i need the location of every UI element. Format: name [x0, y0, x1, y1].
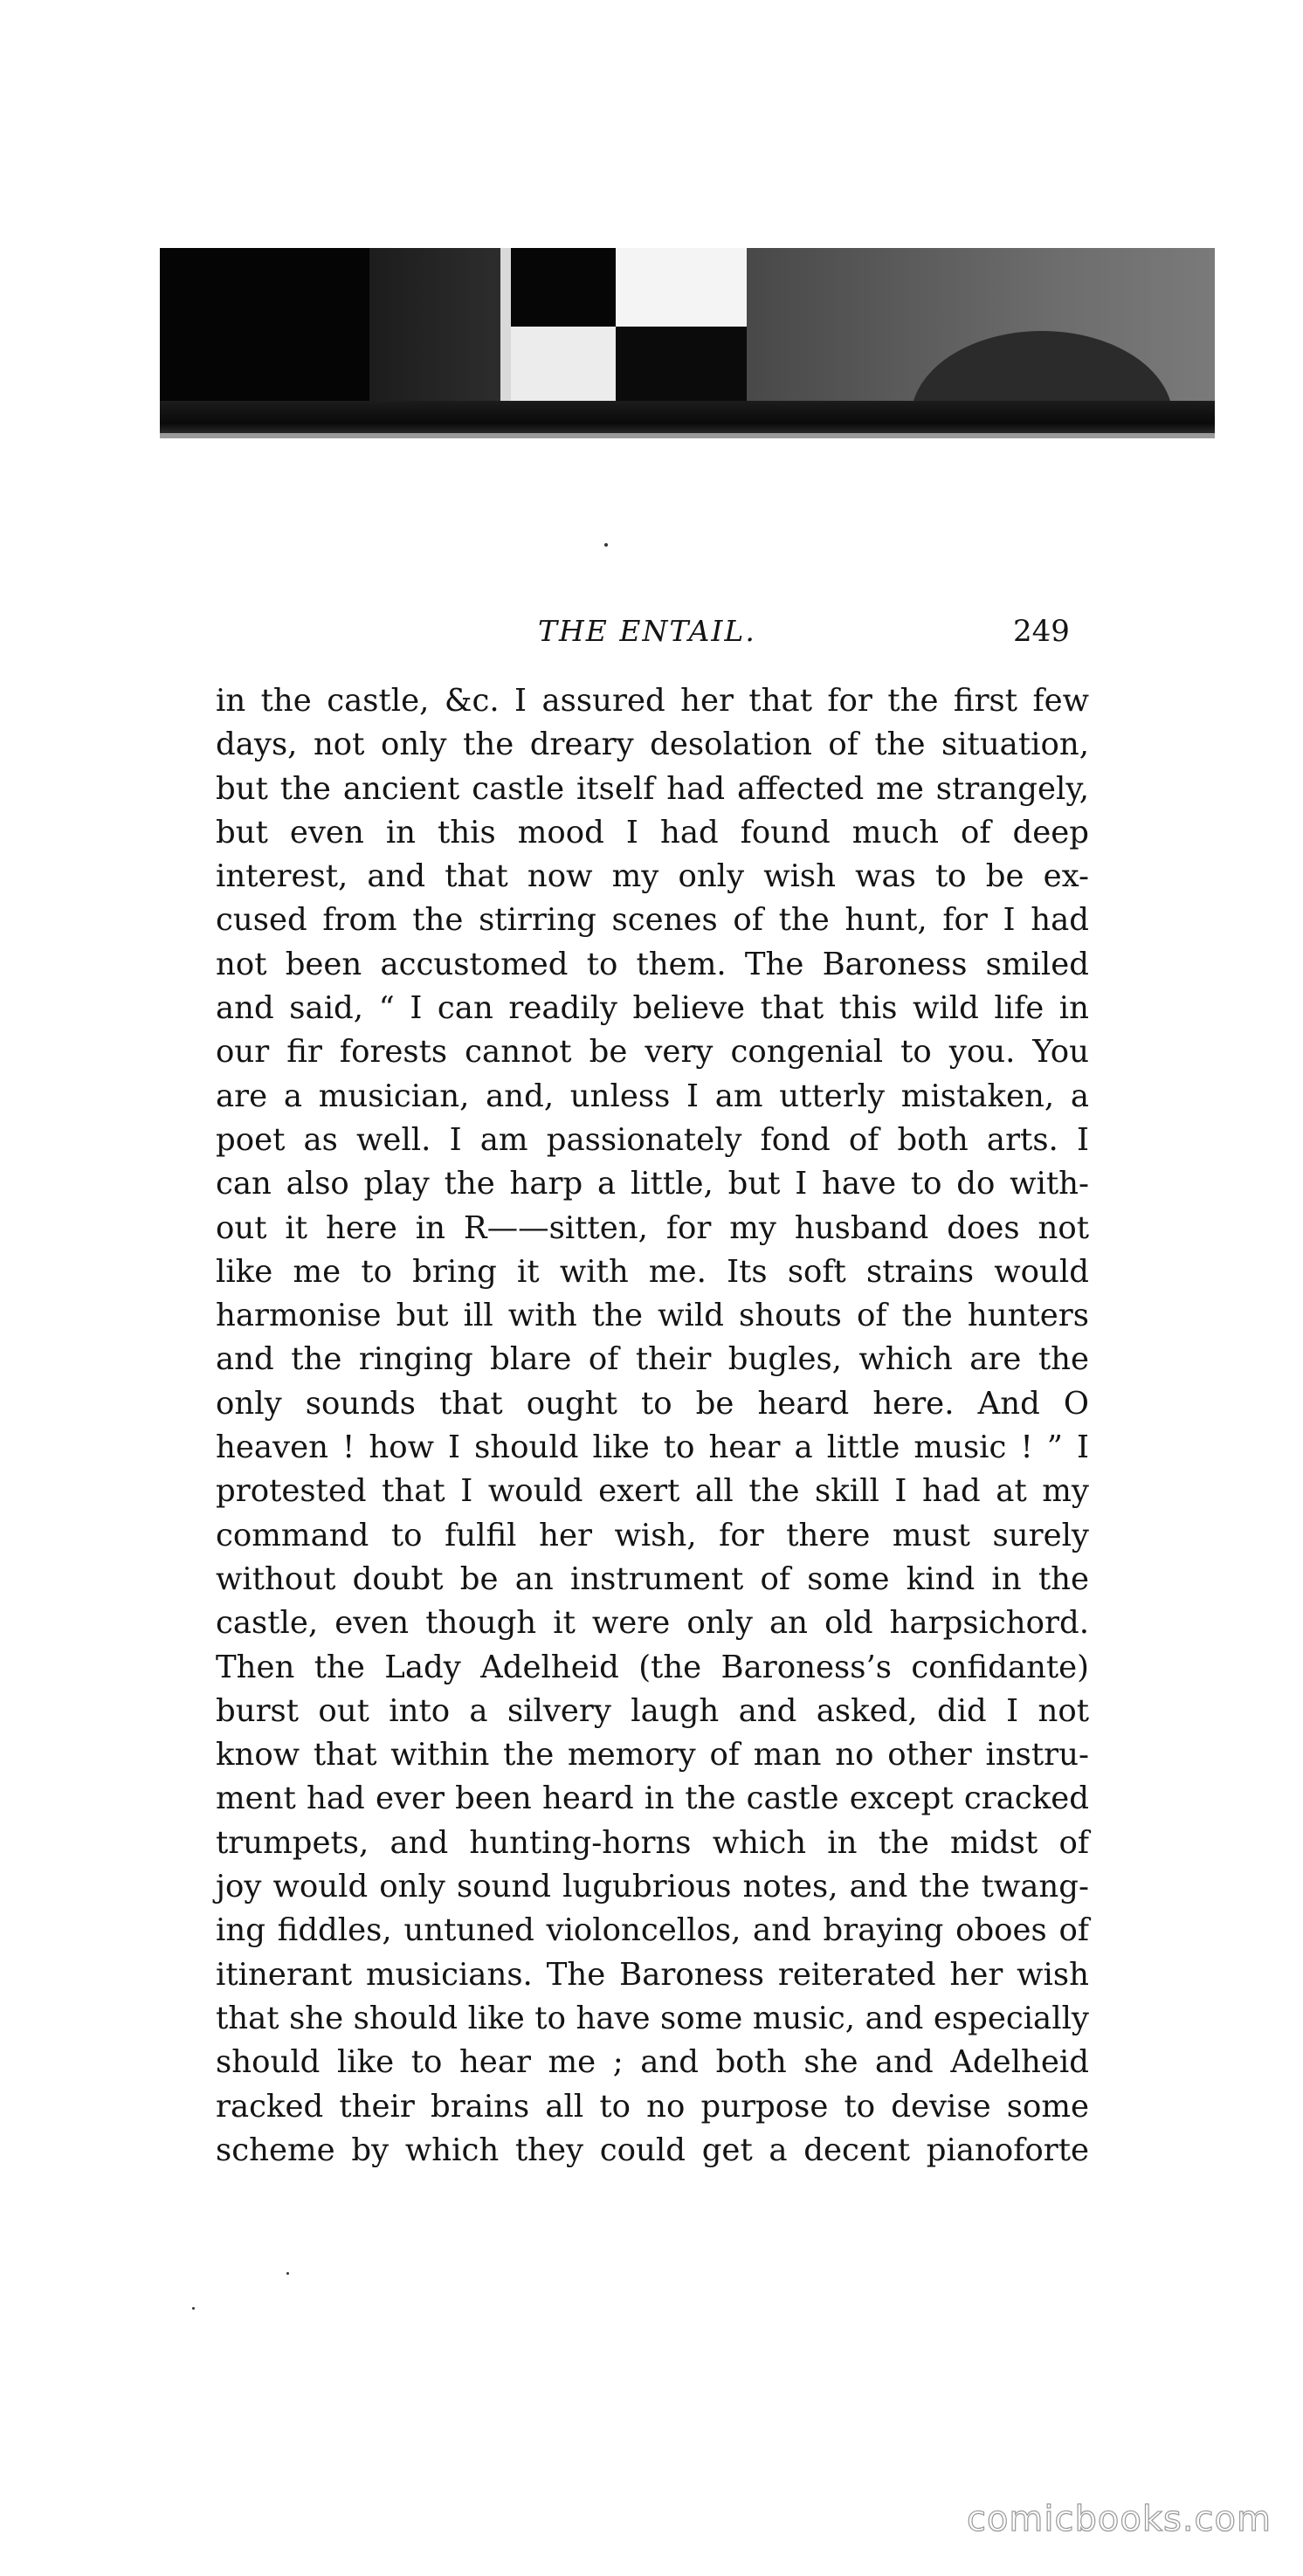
text-line: interest, and that now my only wish was to be ex-: [216, 858, 1089, 895]
text-line: our fir forests cannot be very congenial to you. You: [216, 1034, 1089, 1071]
photo-window-pane: [511, 248, 616, 327]
text-line: that she should like to have some music, and especially: [216, 2000, 1089, 2036]
text-line: command to fulfil her wish, for there must surely: [216, 1517, 1089, 1553]
text-line: out it here in R——sitten, for my husband does not: [216, 1209, 1089, 1246]
text-line: protested that I would exert all the skill I had at my: [216, 1473, 1089, 1510]
text-line: and the ringing blare of their bugles, which are the: [216, 1341, 1089, 1378]
scan-speck: [604, 543, 608, 547]
running-title: THE ENTAIL.: [538, 614, 756, 648]
text-line: poet as well. I am passionately fond of both arts. I: [216, 1121, 1089, 1158]
text-line: ing fiddles, untuned violoncellos, and braying oboes of: [216, 1912, 1089, 1949]
text-line: racked their brains all to no purpose to devise some: [216, 2088, 1089, 2125]
text-line: are a musician, and, unless I am utterly mistaken, a: [216, 1078, 1089, 1114]
text-line: should like to hear me ; and both she and Adelheid: [216, 2044, 1089, 2081]
text-line: joy would only sound lugubrious notes, and the twang-: [216, 1869, 1089, 1905]
photo-window-pane: [511, 327, 616, 401]
text-line: like me to bring it with me. Its soft strains would: [216, 1253, 1089, 1290]
text-line: cused from the stirring scenes of the hunt, for I had: [216, 902, 1089, 939]
text-line: castle, even though it were only an old harpsichord.: [216, 1605, 1089, 1642]
text-line: know that within the memory of man no other instru-: [216, 1737, 1089, 1774]
text-line: only sounds that ought to be heard here. And O: [216, 1385, 1089, 1422]
text-line: days, not only the dreary desolation of the situation,: [216, 727, 1089, 763]
text-line: not been accustomed to them. The Baroness smiled: [216, 946, 1089, 982]
text-line: without doubt be an instrument of some kind in the: [216, 1560, 1089, 1597]
page-number: 249: [1013, 614, 1070, 649]
photo-window-pane: [616, 327, 747, 401]
text-line: and said, “ I can readily believe that this wild life in: [216, 990, 1089, 1027]
text-line: itinerant musicians. The Baroness reiterated her wish: [216, 1956, 1089, 1993]
text-line: scheme by which they could get a decent pianoforte: [216, 2132, 1089, 2168]
text-line: heaven ! how I should like to hear a little music ! ” I: [216, 1429, 1089, 1466]
text-line: harmonise but ill with the wild shouts of the hunters: [216, 1298, 1089, 1334]
photo-window-pane: [616, 248, 747, 327]
text-line: in the castle, &c. I assured her that for the first few: [216, 683, 1089, 719]
running-head: [0, 611, 1303, 651]
body-text: [216, 679, 1089, 2173]
watermark-text: comicbooks.com: [966, 2499, 1272, 2539]
text-line: Then the Lady Adelheid (the Baroness’s confidante): [216, 1649, 1089, 1685]
page-top-photo-strip: [160, 248, 1215, 438]
scan-speck: [192, 2307, 195, 2310]
text-line: but even in this mood I had found much of deep: [216, 814, 1089, 851]
scan-speck: [286, 2272, 289, 2275]
text-line: burst out into a silvery laugh and asked, did I not: [216, 1692, 1089, 1729]
text-line: but the ancient castle itself had affected me strangely,: [216, 770, 1089, 807]
photo-edge: [160, 433, 1215, 438]
text-line: trumpets, and hunting-horns which in the midst of: [216, 1824, 1089, 1861]
text-line: can also play the harp a little, but I have to do with-: [216, 1166, 1089, 1202]
text-line: ment had ever been heard in the castle except cracked: [216, 1780, 1089, 1817]
